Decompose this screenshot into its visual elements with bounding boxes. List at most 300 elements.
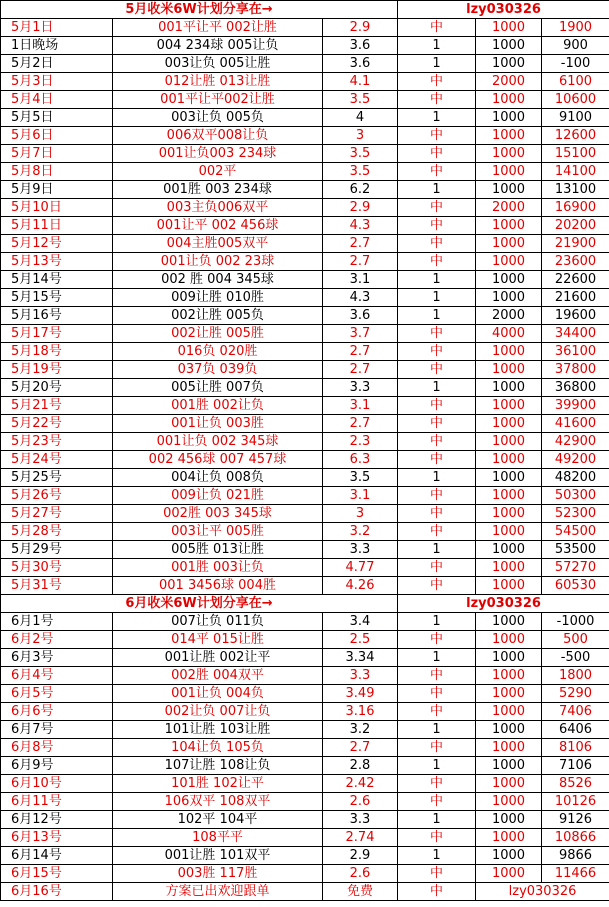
date-cell: 5月16号 — [1, 307, 113, 325]
date-cell: 6月9号 — [1, 757, 113, 775]
odds-cell: 2.6 — [323, 793, 398, 811]
stake-cell: 1000 — [476, 847, 542, 865]
balance-cell: 54500 — [542, 523, 609, 541]
stake-cell: 1000 — [476, 559, 542, 577]
odds-cell: 2.8 — [323, 757, 398, 775]
balance-cell: 20200 — [542, 217, 609, 235]
date-cell: 5月2日 — [1, 55, 113, 73]
stake-cell: 1000 — [476, 433, 542, 451]
date-cell: 5月29号 — [1, 541, 113, 559]
table-row — [1, 181, 609, 199]
pick-cell: 002 456球 007 457球 — [113, 451, 323, 469]
section-header-row — [1, 1, 609, 19]
odds-cell: 4.77 — [323, 559, 398, 577]
balance-cell: 60530 — [542, 577, 609, 595]
date-cell: 5月21号 — [1, 397, 113, 415]
result-cell: 1 — [398, 379, 476, 397]
odds-cell: 3 — [323, 505, 398, 523]
table-row — [1, 829, 609, 847]
stake-cell: 1000 — [476, 91, 542, 109]
table-row — [1, 775, 609, 793]
table-row — [1, 289, 609, 307]
stake-cell: 1000 — [476, 181, 542, 199]
result-cell: 1 — [398, 613, 476, 631]
table-row — [1, 469, 609, 487]
date-cell: 6月7号 — [1, 721, 113, 739]
table-row — [1, 757, 609, 775]
balance-cell: 7406 — [542, 703, 609, 721]
balance-cell: 10866 — [542, 829, 609, 847]
table-row — [1, 163, 609, 181]
table-row — [1, 865, 609, 883]
result-cell: 中 — [398, 577, 476, 595]
table-row — [1, 37, 609, 55]
balance-cell: 1800 — [542, 667, 609, 685]
date-cell: 5月26号 — [1, 487, 113, 505]
table-row — [1, 721, 609, 739]
balance-cell: 39900 — [542, 397, 609, 415]
odds-cell: 4.26 — [323, 577, 398, 595]
pick-cell: 101胜 102让平 — [113, 775, 323, 793]
table-row — [1, 685, 609, 703]
result-cell: 中 — [398, 685, 476, 703]
result-cell: 中 — [398, 559, 476, 577]
odds-cell: 3 — [323, 127, 398, 145]
stake-cell: 1000 — [476, 145, 542, 163]
odds-cell: 4.3 — [323, 217, 398, 235]
result-cell: 1 — [398, 181, 476, 199]
odds-cell: 2.74 — [323, 829, 398, 847]
odds-cell: 3.6 — [323, 55, 398, 73]
balance-cell: 8106 — [542, 739, 609, 757]
result-cell: 中 — [398, 343, 476, 361]
date-cell: 5月10日 — [1, 199, 113, 217]
date-cell: 5月24号 — [1, 451, 113, 469]
result-cell: 中 — [398, 145, 476, 163]
table-row — [1, 415, 609, 433]
stake-cell: 1000 — [476, 811, 542, 829]
table-row — [1, 703, 609, 721]
stake-cell: 1000 — [476, 271, 542, 289]
stake-cell: 1000 — [476, 37, 542, 55]
pick-cell: 002胜 003 345球 — [113, 505, 323, 523]
table-row — [1, 541, 609, 559]
balance-cell: 22600 — [542, 271, 609, 289]
date-cell: 6月13号 — [1, 829, 113, 847]
odds-cell: 4.1 — [323, 73, 398, 91]
pick-cell: 001 3456球 004胜 — [113, 577, 323, 595]
stake-cell: 4000 — [476, 325, 542, 343]
odds-cell: 2.7 — [323, 361, 398, 379]
result-cell: 中 — [398, 19, 476, 37]
odds-cell: 2.9 — [323, 19, 398, 37]
pick-cell: 108平平 — [113, 829, 323, 847]
pick-cell: 014平 015让胜 — [113, 631, 323, 649]
odds-cell: 2.5 — [323, 631, 398, 649]
stake-cell: 1000 — [476, 343, 542, 361]
pick-cell: 037负 039负 — [113, 361, 323, 379]
date-cell: 5月12号 — [1, 235, 113, 253]
odds-cell: 2.6 — [323, 865, 398, 883]
date-cell: 5月7日 — [1, 145, 113, 163]
balance-cell: 21900 — [542, 235, 609, 253]
odds-cell: 3.1 — [323, 397, 398, 415]
pick-cell: 001让负003 234球 — [113, 145, 323, 163]
pick-cell: 004让负 008负 — [113, 469, 323, 487]
table-row — [1, 271, 609, 289]
date-cell: 6月1号 — [1, 613, 113, 631]
date-cell: 6月6号 — [1, 703, 113, 721]
date-cell: 6月16号 — [1, 883, 113, 901]
stake-cell: 1000 — [476, 577, 542, 595]
stake-cell: 1000 — [476, 721, 542, 739]
pick-cell: 003让平 005胜 — [113, 523, 323, 541]
pick-cell: 003让负 005让胜 — [113, 55, 323, 73]
table-row — [1, 91, 609, 109]
result-cell: 中 — [398, 199, 476, 217]
pick-cell: 003胜 117胜 — [113, 865, 323, 883]
pick-cell: 方案已出欢迎跟单 — [113, 883, 323, 901]
result-cell: 中 — [398, 415, 476, 433]
odds-cell: 3.2 — [323, 523, 398, 541]
date-cell: 5月31号 — [1, 577, 113, 595]
date-cell: 5月20号 — [1, 379, 113, 397]
date-cell: 5月22号 — [1, 415, 113, 433]
pick-cell: 005胜 013让胜 — [113, 541, 323, 559]
date-cell: 5月17号 — [1, 325, 113, 343]
stake-cell: 1000 — [476, 127, 542, 145]
result-cell: 中 — [398, 793, 476, 811]
odds-cell: 3.5 — [323, 91, 398, 109]
odds-cell: 2.9 — [323, 847, 398, 865]
result-cell: 1 — [398, 289, 476, 307]
footer-contact: lzy030326 — [476, 883, 609, 901]
result-cell: 中 — [398, 397, 476, 415]
stake-cell: 1000 — [476, 163, 542, 181]
odds-cell: 2.3 — [323, 433, 398, 451]
stake-cell: 1000 — [476, 109, 542, 127]
result-cell: 中 — [398, 163, 476, 181]
result-cell: 中 — [398, 451, 476, 469]
section-header-row — [1, 595, 609, 613]
table-row — [1, 613, 609, 631]
stake-cell: 1000 — [476, 469, 542, 487]
date-cell: 5月13号 — [1, 253, 113, 271]
table-row — [1, 631, 609, 649]
odds-cell: 3.6 — [323, 307, 398, 325]
odds-cell: 3.2 — [323, 721, 398, 739]
odds-cell: 3.5 — [323, 145, 398, 163]
pick-cell: 101让胜 103让胜 — [113, 721, 323, 739]
date-cell: 5月18号 — [1, 343, 113, 361]
result-cell: 1 — [398, 811, 476, 829]
odds-cell: 4.3 — [323, 289, 398, 307]
balance-cell: 6406 — [542, 721, 609, 739]
pick-cell: 001让负 002 345球 — [113, 433, 323, 451]
pick-cell: 016负 020胜 — [113, 343, 323, 361]
pick-cell: 107让胜 108让负 — [113, 757, 323, 775]
stake-cell: 1000 — [476, 217, 542, 235]
balance-cell: 6100 — [542, 73, 609, 91]
pick-cell: 106双平 108双平 — [113, 793, 323, 811]
balance-cell: 7106 — [542, 757, 609, 775]
date-cell: 6月12号 — [1, 811, 113, 829]
date-cell: 5月1日 — [1, 19, 113, 37]
balance-cell: 50300 — [542, 487, 609, 505]
date-cell: 6月2号 — [1, 631, 113, 649]
section-title: 6月收米6W计划分享在→ — [1, 595, 398, 613]
pick-cell: 006双平008让负 — [113, 127, 323, 145]
date-cell: 5月25号 — [1, 469, 113, 487]
result-cell: 1 — [398, 721, 476, 739]
odds-cell: 3.3 — [323, 379, 398, 397]
result-cell: 中 — [398, 775, 476, 793]
stake-cell: 1000 — [476, 235, 542, 253]
result-cell: 1 — [398, 37, 476, 55]
stake-cell: 1000 — [476, 757, 542, 775]
stake-cell: 1000 — [476, 397, 542, 415]
result-cell: 1 — [398, 757, 476, 775]
date-cell: 6月15号 — [1, 865, 113, 883]
stake-cell: 1000 — [476, 649, 542, 667]
balance-cell: 36100 — [542, 343, 609, 361]
result-cell: 1 — [398, 307, 476, 325]
section-title: 5月收米6W计划分享在→ — [1, 1, 398, 19]
pick-cell: 001让负 004负 — [113, 685, 323, 703]
odds-cell: 6.3 — [323, 451, 398, 469]
pick-cell: 009让胜 010胜 — [113, 289, 323, 307]
odds-cell: 4 — [323, 109, 398, 127]
odds-cell: 2.7 — [323, 739, 398, 757]
balance-cell: 34400 — [542, 325, 609, 343]
stake-cell: 1000 — [476, 613, 542, 631]
stake-cell: 1000 — [476, 829, 542, 847]
result-cell: 中 — [398, 865, 476, 883]
balance-cell: 1900 — [542, 19, 609, 37]
table-row — [1, 253, 609, 271]
stake-cell: 1000 — [476, 55, 542, 73]
section-contact: lzy030326 — [398, 595, 609, 613]
pick-cell: 001胜 003让负 — [113, 559, 323, 577]
stake-cell: 1000 — [476, 253, 542, 271]
pick-cell: 102平 104平 — [113, 811, 323, 829]
date-cell: 5月23号 — [1, 433, 113, 451]
odds-cell: 6.2 — [323, 181, 398, 199]
result-cell: 中 — [398, 127, 476, 145]
result-cell: 1 — [398, 469, 476, 487]
balance-cell: 36800 — [542, 379, 609, 397]
stake-cell: 2000 — [476, 307, 542, 325]
table-row — [1, 379, 609, 397]
date-cell: 5月28号 — [1, 523, 113, 541]
odds-cell: 3.6 — [323, 37, 398, 55]
balance-cell: 9126 — [542, 811, 609, 829]
date-cell: 5月30号 — [1, 559, 113, 577]
table-row — [1, 19, 609, 37]
balance-cell: 21600 — [542, 289, 609, 307]
result-cell: 中 — [398, 217, 476, 235]
balance-cell: 10126 — [542, 793, 609, 811]
odds-cell: 3.4 — [323, 613, 398, 631]
table-row — [1, 55, 609, 73]
pick-cell: 012让胜 013让胜 — [113, 73, 323, 91]
pick-cell: 001让负 002 23球 — [113, 253, 323, 271]
result-cell: 中 — [398, 361, 476, 379]
balance-cell: -100 — [542, 55, 609, 73]
odds-cell: 3.3 — [323, 667, 398, 685]
odds-cell: 3.34 — [323, 649, 398, 667]
pick-cell: 004主胜005双平 — [113, 235, 323, 253]
stake-cell: 1000 — [476, 379, 542, 397]
table-row — [1, 397, 609, 415]
odds-cell: 3.3 — [323, 541, 398, 559]
balance-cell: 57270 — [542, 559, 609, 577]
result-cell: 中 — [398, 883, 476, 901]
pick-cell: 001平让平002让胜 — [113, 91, 323, 109]
pick-cell: 001让胜 002让平 — [113, 649, 323, 667]
date-cell: 5月8日 — [1, 163, 113, 181]
table-row — [1, 523, 609, 541]
stake-cell: 1000 — [476, 19, 542, 37]
odds-cell: 2.42 — [323, 775, 398, 793]
pick-cell: 104让负 105负 — [113, 739, 323, 757]
pick-cell: 003让负 005负 — [113, 109, 323, 127]
footer-row — [1, 883, 609, 901]
odds-cell: 3.7 — [323, 325, 398, 343]
date-cell: 6月10号 — [1, 775, 113, 793]
result-cell: 中 — [398, 235, 476, 253]
stake-cell: 1000 — [476, 487, 542, 505]
balance-cell: 49200 — [542, 451, 609, 469]
result-cell: 中 — [398, 325, 476, 343]
odds-cell: 3.1 — [323, 487, 398, 505]
result-cell: 中 — [398, 631, 476, 649]
pick-cell: 001平让平 002让胜 — [113, 19, 323, 37]
table-row — [1, 199, 609, 217]
stake-cell: 1000 — [476, 505, 542, 523]
stake-cell: 1000 — [476, 865, 542, 883]
date-cell: 5月3日 — [1, 73, 113, 91]
date-cell: 6月4号 — [1, 667, 113, 685]
pick-cell: 002让胜 005胜 — [113, 325, 323, 343]
pick-cell: 007让负 011负 — [113, 613, 323, 631]
stake-cell: 1000 — [476, 361, 542, 379]
balance-cell: 12600 — [542, 127, 609, 145]
pick-cell: 002 胜 004 345球 — [113, 271, 323, 289]
balance-cell: 23600 — [542, 253, 609, 271]
pick-cell: 002让负 007让负 — [113, 703, 323, 721]
pick-cell: 002平 — [113, 163, 323, 181]
table-row — [1, 811, 609, 829]
balance-cell: 48200 — [542, 469, 609, 487]
pick-cell: 002让胜 005负 — [113, 307, 323, 325]
pick-cell: 009让负 021胜 — [113, 487, 323, 505]
odds-cell: 2.7 — [323, 253, 398, 271]
table-row — [1, 577, 609, 595]
balance-cell: 10600 — [542, 91, 609, 109]
result-cell: 中 — [398, 433, 476, 451]
odds-cell: 免费 — [323, 883, 398, 901]
result-cell: 中 — [398, 523, 476, 541]
table-row — [1, 847, 609, 865]
balance-cell: 13100 — [542, 181, 609, 199]
date-cell: 5月19号 — [1, 361, 113, 379]
table-row — [1, 451, 609, 469]
pick-cell: 001让胜 101双平 — [113, 847, 323, 865]
balance-cell: 5290 — [542, 685, 609, 703]
table-row — [1, 127, 609, 145]
date-cell: 5月11日 — [1, 217, 113, 235]
table-row — [1, 793, 609, 811]
table-row — [1, 667, 609, 685]
date-cell: 5月27号 — [1, 505, 113, 523]
balance-cell: 41600 — [542, 415, 609, 433]
stake-cell: 1000 — [476, 793, 542, 811]
odds-cell: 2.7 — [323, 415, 398, 433]
date-cell: 5月9日 — [1, 181, 113, 199]
pick-cell: 004 234球 005让负 — [113, 37, 323, 55]
table-row — [1, 487, 609, 505]
balance-cell: 15100 — [542, 145, 609, 163]
result-cell: 中 — [398, 667, 476, 685]
odds-cell: 2.7 — [323, 235, 398, 253]
table-row — [1, 217, 609, 235]
date-cell: 5月14号 — [1, 271, 113, 289]
result-cell: 中 — [398, 487, 476, 505]
stake-cell: 1000 — [476, 631, 542, 649]
balance-cell: 19600 — [542, 307, 609, 325]
result-cell: 1 — [398, 847, 476, 865]
date-cell: 5月4日 — [1, 91, 113, 109]
balance-cell: 9100 — [542, 109, 609, 127]
result-cell: 中 — [398, 739, 476, 757]
result-cell: 中 — [398, 703, 476, 721]
stake-cell: 1000 — [476, 451, 542, 469]
table-row — [1, 361, 609, 379]
date-cell: 5月6日 — [1, 127, 113, 145]
date-cell: 6月11号 — [1, 793, 113, 811]
result-cell: 中 — [398, 505, 476, 523]
stake-cell: 1000 — [476, 523, 542, 541]
stake-cell: 2000 — [476, 73, 542, 91]
pick-cell: 003主负006双平 — [113, 199, 323, 217]
result-cell: 1 — [398, 271, 476, 289]
result-cell: 1 — [398, 55, 476, 73]
table-row — [1, 505, 609, 523]
table-row — [1, 559, 609, 577]
stake-cell: 2000 — [476, 199, 542, 217]
table-row — [1, 649, 609, 667]
balance-cell: 16900 — [542, 199, 609, 217]
result-cell: 1 — [398, 649, 476, 667]
table-row — [1, 433, 609, 451]
balance-cell: 14100 — [542, 163, 609, 181]
table-row — [1, 307, 609, 325]
stake-cell: 1000 — [476, 541, 542, 559]
table-row — [1, 343, 609, 361]
odds-cell: 3.1 — [323, 271, 398, 289]
stake-cell: 1000 — [476, 415, 542, 433]
odds-cell: 3.5 — [323, 469, 398, 487]
date-cell: 6月14号 — [1, 847, 113, 865]
pick-cell: 001让平 002 456球 — [113, 217, 323, 235]
pick-cell: 001胜 003 234球 — [113, 181, 323, 199]
result-cell: 1 — [398, 109, 476, 127]
balance-cell: 8526 — [542, 775, 609, 793]
date-cell: 6月8号 — [1, 739, 113, 757]
odds-cell: 3.49 — [323, 685, 398, 703]
result-cell: 中 — [398, 253, 476, 271]
